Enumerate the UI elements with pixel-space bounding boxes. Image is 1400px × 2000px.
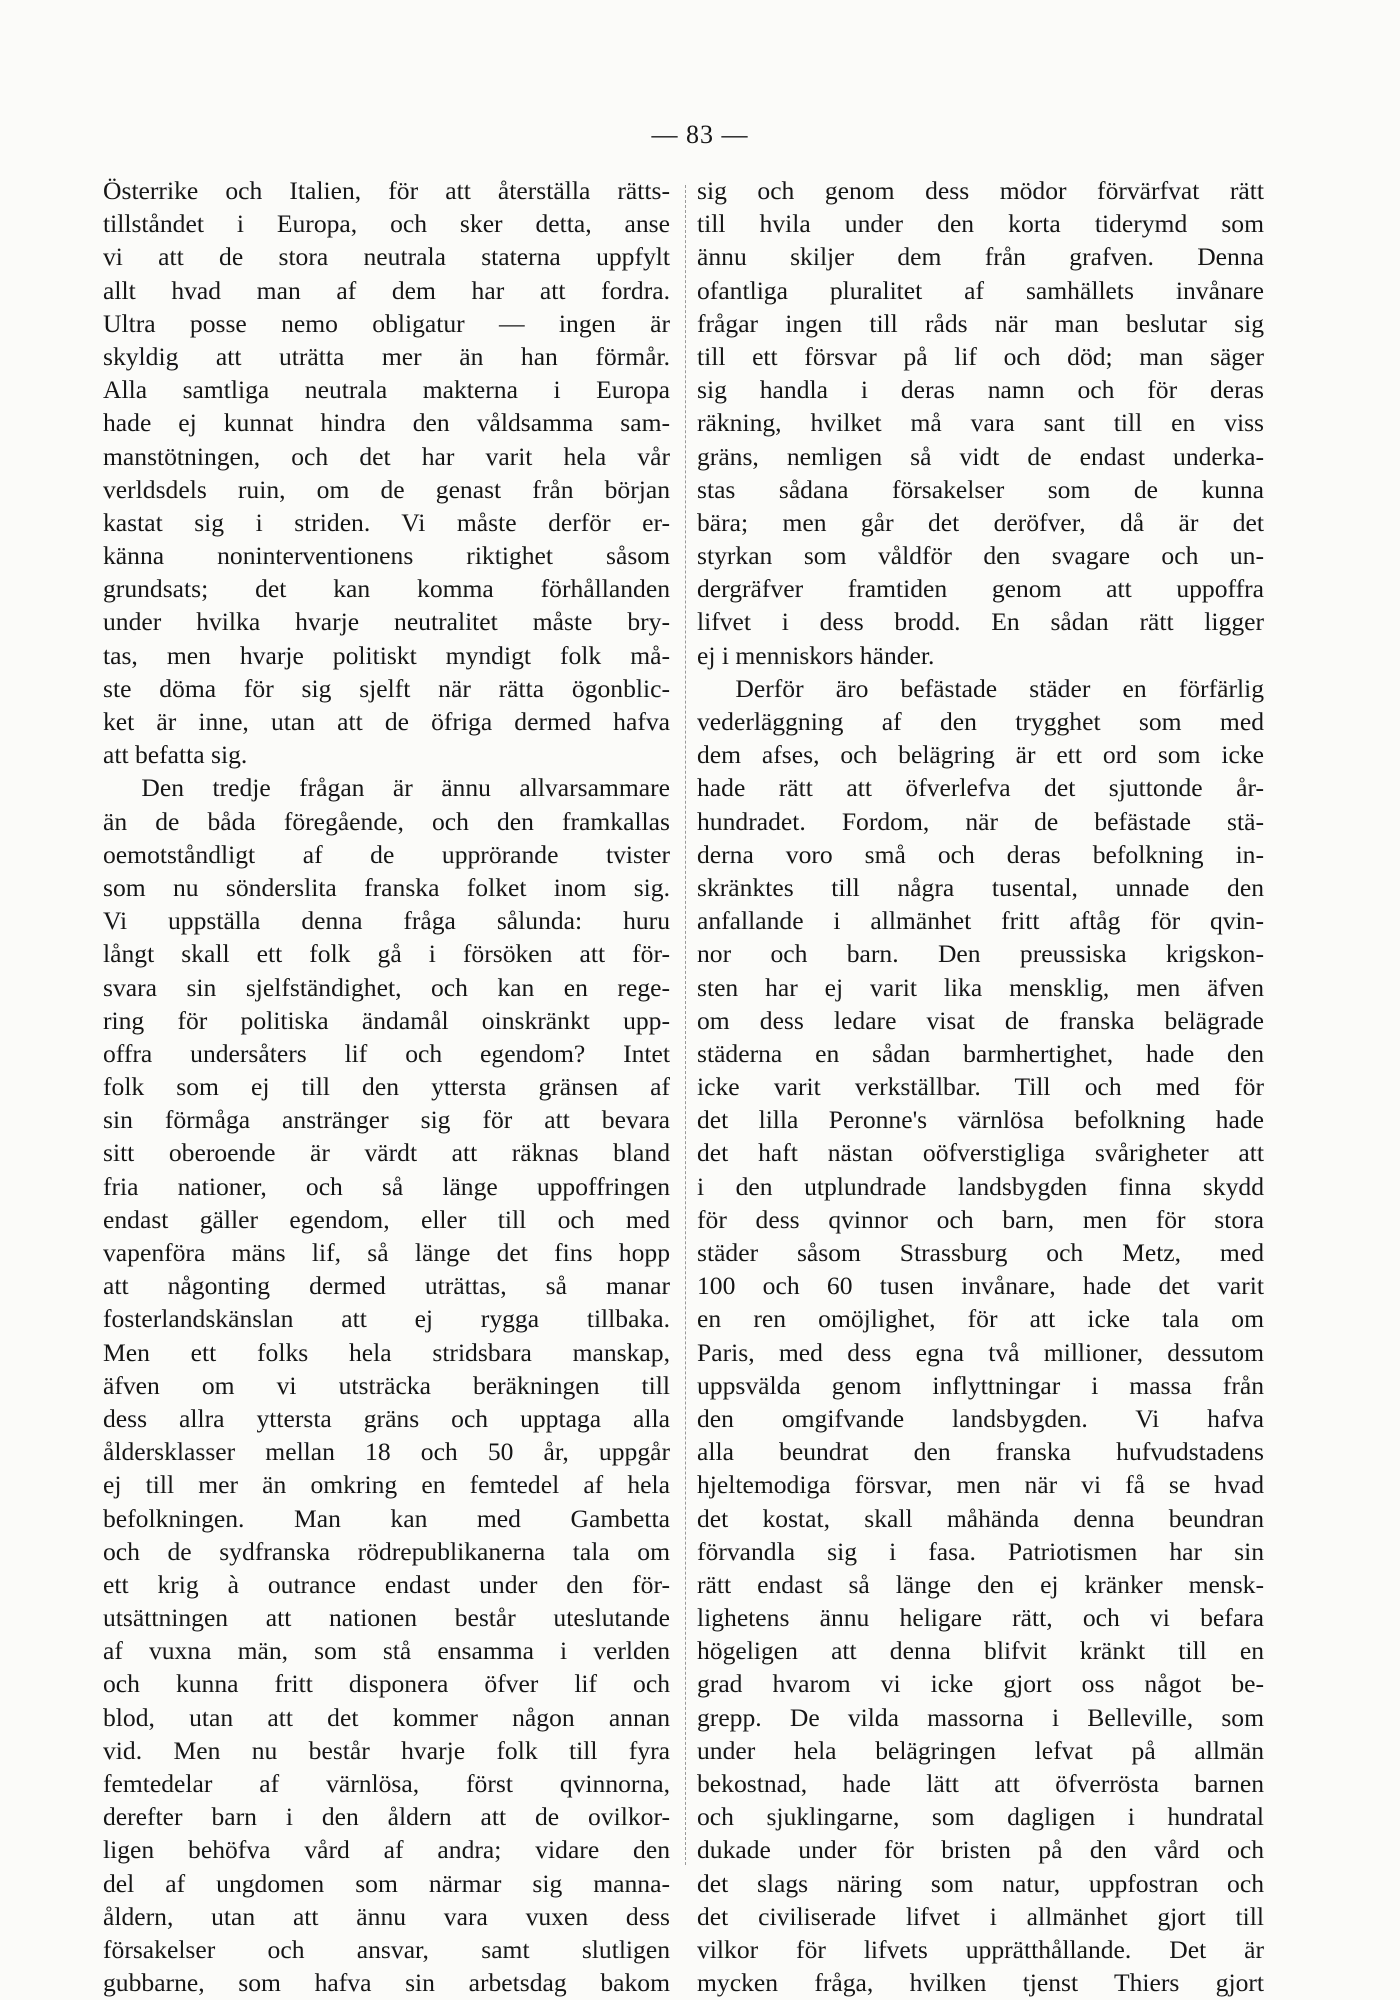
text-line: Men ett folks hela stridsbara manskap, xyxy=(103,1337,670,1367)
text-line: bära; men går det deröfver, då är det xyxy=(697,507,1264,537)
text-line: och de sydfranska rödrepublikanerna tala om xyxy=(103,1536,670,1566)
text-line: dukade under för bristen på den vård och xyxy=(697,1835,1264,1865)
text-line: känna noninterventionens riktighet såsom xyxy=(103,541,670,571)
text-line: under hvilka hvarje neutralitet måste bry- xyxy=(103,607,670,637)
text-line: sitt oberoende är värdt att räknas bland xyxy=(103,1138,670,1168)
text-line: skyldig att uträtta mer än han förmår. xyxy=(103,341,670,371)
text-line: offra undersåters lif och egendom? Intet xyxy=(103,1038,670,1068)
text-line: 100 och 60 tusen invånare, hade det varit xyxy=(697,1271,1264,1301)
right-column xyxy=(697,174,1264,1999)
text-line: åldersklasser mellan 18 och 50 år, uppgår xyxy=(103,1437,670,1467)
text-line: vederläggning af den trygghet som med xyxy=(697,707,1264,736)
text-line: grundsats; det kan komma förhållanden xyxy=(103,574,670,604)
text-line: tillståndet i Europa, och sker detta, anse xyxy=(103,209,670,239)
text-line: kastat sig i striden. Vi måste derför er- xyxy=(103,507,670,537)
text-line: befolkningen. Man kan med Gambetta xyxy=(103,1503,670,1533)
text-line: det kostat, skall måhända denna beundran xyxy=(697,1503,1264,1533)
text-line: gubbarne, som hafva sin arbetsdag bakom xyxy=(103,1968,670,1998)
text-line: femtedelar af värnlösa, först qvinnorna, xyxy=(103,1769,670,1798)
text-line: stas sådana försakelser som de kunna xyxy=(697,474,1264,504)
text-line: endast gäller egendom, eller till och med xyxy=(103,1204,670,1234)
text-line: Alla samtliga neutrala makterna i Europa xyxy=(103,375,670,405)
text-line: hjeltemodiga försvar, men när vi få se hvad xyxy=(697,1470,1264,1500)
text-line: ej till mer än omkring en femtedel af hela xyxy=(103,1470,670,1500)
text-line: allt hvad man af dem har att fordra. xyxy=(103,275,670,305)
text-line: ofantliga pluralitet af samhällets invånare xyxy=(697,275,1264,305)
text-line: uppsvälda genom inflyttningar i massa från xyxy=(697,1370,1264,1400)
text-line: manstötningen, och det har varit hela vår xyxy=(103,441,670,471)
text-line: bekostnad, hade lätt att öfverrösta barnen xyxy=(697,1769,1264,1798)
text-line: om dess ledare visat de franska belägrade xyxy=(697,1005,1264,1035)
text-line: fria nationer, och så länge uppoffringen xyxy=(103,1171,670,1201)
text-line: vi att de stora neutrala staterna uppfylt xyxy=(103,242,670,272)
text-line: Österrike och Italien, för att återställa rätts- xyxy=(103,176,670,205)
text-line: ket är inne, utan att de öfriga dermed hafva xyxy=(103,707,670,736)
text-line: äfven om vi utsträcka beräkningen till xyxy=(103,1370,670,1400)
text-line: Ultra posse nemo obligatur — ingen är xyxy=(103,308,670,338)
text-line: folk som ej till den yttersta gränsen af xyxy=(103,1072,670,1102)
text-line: vapenföra mäns lif, så länge det fins hopp xyxy=(103,1238,670,1267)
text-line: frågar ingen till råds när man beslutar sig xyxy=(697,308,1264,338)
text-line: mycken fråga, hvilken tjenst Thiers gjort xyxy=(697,1968,1264,1998)
text-line: alla beundrat den franska hufvudstadens xyxy=(697,1437,1264,1467)
text-line: derna voro små och deras befolkning in- xyxy=(697,839,1264,869)
text-line: verldsdels ruin, om de genast från början xyxy=(103,474,670,504)
text-line: styrkan som våldför den svagare och un- xyxy=(697,541,1264,571)
text-line: Derför äro befästade städer en förfärlig xyxy=(735,673,1264,703)
text-line: Vi uppställa denna fråga sålunda: huru xyxy=(103,906,670,936)
text-line: det slags näring som natur, uppfostran och xyxy=(697,1868,1264,1898)
text-line: gräns, nemligen så vidt de endast underka- xyxy=(697,441,1264,471)
text-line: svara sin sjelfständighet, och kan en rege- xyxy=(103,972,670,1002)
text-line: det lilla Peronne's värnlösa befolkning hade xyxy=(697,1105,1264,1135)
text-line: ligen behöfva vård af andra; vidare den xyxy=(103,1835,670,1865)
text-line: fosterlandskänslan att ej rygga tillbaka. xyxy=(103,1304,670,1334)
text-line: för dess qvinnor och barn, men för stora xyxy=(697,1204,1264,1234)
text-line: lighetens ännu heligare rätt, och vi befara xyxy=(697,1603,1264,1633)
text-line: sin förmåga anstränger sig för att bevara xyxy=(103,1105,670,1135)
text-line: till ett försvar på lif och död; man säger xyxy=(697,341,1264,371)
text-line: ste döma för sig sjelft när rätta ögonblic- xyxy=(103,673,670,703)
text-line: att någonting dermed uträttas, så manar xyxy=(103,1271,670,1301)
text-line: oemotståndligt af de upprörande tvister xyxy=(103,839,670,869)
text-line: vilkor för lifvets upprätthållande. Det är xyxy=(697,1934,1264,1964)
text-line: utsättningen att nationen består uteslutande xyxy=(103,1603,670,1633)
text-line: under hela belägringen lefvat på allmän xyxy=(697,1735,1264,1765)
text-line: Paris, med dess egna två millioner, dessutom xyxy=(697,1337,1264,1367)
text-line: Den tredje frågan är ännu allvarsammare xyxy=(141,773,670,803)
text-line: det civiliserade lifvet i allmänhet gjort till xyxy=(697,1901,1264,1931)
text-line: ring för politiska ändamål oinskränkt upp- xyxy=(103,1005,670,1035)
text-line: skränktes till några tusental, unnade den xyxy=(697,872,1264,902)
text-line: rätt endast så länge den ej kränker mensk- xyxy=(697,1569,1264,1599)
text-line: det haft nästan oöfverstigliga svårigheter att xyxy=(697,1138,1264,1168)
text-line: städerna en sådan barmhertighet, hade den xyxy=(697,1038,1264,1068)
text-line: som nu sönderslita franska folket inom sig. xyxy=(103,872,670,902)
text-line: af vuxna män, som stå ensamma i verlden xyxy=(103,1636,670,1666)
text-line: åldern, utan att ännu vara vuxen dess xyxy=(103,1901,670,1931)
text-line: den omgifvande landsbygden. Vi hafva xyxy=(697,1403,1264,1433)
text-line: hundradet. Fordom, när de befästade stä- xyxy=(697,806,1264,836)
text-line: hade ej kunnat hindra den våldsamma sam- xyxy=(103,408,670,438)
text-line: nor och barn. Den preussiska krigskon- xyxy=(697,939,1264,969)
text-line: vid. Men nu består hvarje folk till fyra xyxy=(103,1735,670,1765)
text-line: försakelser och ansvar, samt slutligen xyxy=(103,1934,670,1964)
text-line: tas, men hvarje politiskt myndigt folk må- xyxy=(103,640,670,670)
text-line: förvandla sig i fasa. Patriotismen har sin xyxy=(697,1536,1264,1566)
text-line: blod, utan att det kommer någon annan xyxy=(103,1702,670,1732)
text-line: ej i menniskors händer. xyxy=(697,640,935,670)
text-line: till hvila under den korta tiderymd som xyxy=(697,209,1264,239)
text-line: sig och genom dess mödor förvärfvat rätt xyxy=(697,176,1264,205)
text-line: derefter barn i den åldern att de ovilkor- xyxy=(103,1802,670,1832)
page-number: — 83 — xyxy=(651,120,749,149)
text-line: icke varit verkställbar. Till och med för xyxy=(697,1072,1264,1102)
text-line: och kunna fritt disponera öfver lif och xyxy=(103,1669,670,1699)
column-divider xyxy=(685,185,686,1865)
text-line: räkning, hvilket må vara sant till en viss xyxy=(697,408,1264,438)
text-line: sten har ej varit lika mensklig, men äfven xyxy=(697,972,1264,1002)
text-line: sig handla i deras namn och för deras xyxy=(697,375,1264,405)
text-line: hade rätt att öfverlefva det sjuttonde år- xyxy=(697,773,1264,803)
text-line: dergräfver framtiden genom att uppoffra xyxy=(697,574,1264,604)
text-line: anfallande i allmänhet fritt aftåg för qvin- xyxy=(697,906,1264,936)
text-line: att befatta sig. xyxy=(103,740,248,770)
text-line: städer såsom Strassburg och Metz, med xyxy=(697,1238,1264,1267)
left-column xyxy=(103,174,670,1999)
text-line: dem afses, och belägring är ett ord som icke xyxy=(697,740,1264,770)
text-line: i den utplundrade landsbygden finna skydd xyxy=(697,1171,1264,1201)
text-line: och sjuklingarne, som dagligen i hundratal xyxy=(697,1802,1264,1832)
text-line: ännu skiljer dem från grafven. Denna xyxy=(697,242,1264,272)
text-line: del af ungdomen som närmar sig manna- xyxy=(103,1868,670,1898)
text-line: långt skall ett folk gå i försöken att för- xyxy=(103,939,670,969)
text-line: ett krig à outrance endast under den för- xyxy=(103,1569,670,1599)
text-line: grepp. De vilda massorna i Belleville, som xyxy=(697,1702,1264,1732)
text-line: högeligen att denna blifvit kränkt till en xyxy=(697,1636,1264,1666)
text-line: lifvet i dess brodd. En sådan rätt ligger xyxy=(697,607,1264,637)
text-line: dess allra yttersta gräns och upptaga alla xyxy=(103,1403,670,1433)
text-line: en ren omöjlighet, för att icke tala om xyxy=(697,1304,1264,1334)
text-line: än de båda föregående, och den framkallas xyxy=(103,806,670,836)
text-line: grad hvarom vi icke gjort oss något be- xyxy=(697,1669,1264,1699)
